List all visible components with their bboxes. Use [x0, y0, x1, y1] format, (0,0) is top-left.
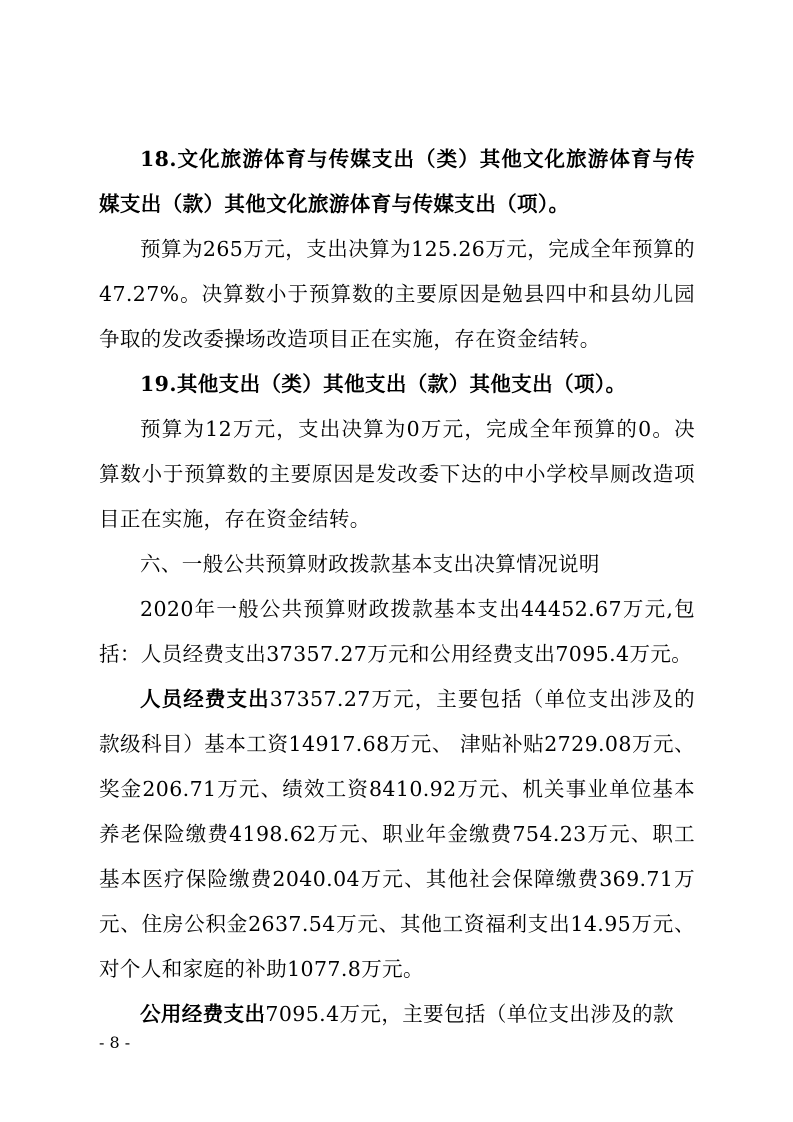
public-expense-label: 公用经费支出 [140, 1002, 266, 1026]
personnel-expense-label: 人员经费支出 [140, 687, 270, 711]
public-expense-paragraph [99, 992, 695, 1037]
section-19-body: 预算为12万元，支出决算为0万元，完成全年预算的0。决算数小于预算数的主要原因是发改委下达的中小学校旱厕改造项目正在实施，存在资金结转。 [99, 417, 695, 531]
part-6-summary: 2020年一般公共预算财政拨款基本支出44452.67万元,包括：人员经费支出37357.27万元和公用经费支出7095.4万元。 [99, 597, 695, 666]
section-18-body: 预算为265万元，支出决算为125.26万元，完成全年预算的47.27%。决算数小于预算数的主要原因是勉县四中和县幼儿园争取的发改委操场改造项目正在实施，存在资金结转。 [99, 237, 695, 351]
section-19-heading: 19.其他支出（类）其他支出（款）其他支出（项）。 [140, 372, 627, 396]
personnel-expense-paragraph [99, 677, 695, 992]
page-content [99, 137, 695, 1037]
public-expense-text: 7095.4万元，主要包括（单位支出涉及的款 [265, 1002, 674, 1026]
personnel-expense-text: 37357.27万元，主要包括（单位支出涉及的款级科目）基本工资14917.68万元、 津贴补贴2729.08万元、奖金206.71万元、绩效工资8410.92万元、机关事业单位基本养老保险缴费4198.62万元、职业年金缴费754.23万元、职工基本医疗保险缴费2040.04万元、其他社会保障缴费369.71万元、住房公积金2637.54万元、其他工资福利支出14.95万元、对个人和家庭的补助1077.8万元。 [99, 687, 696, 981]
page-number: - 8 - [99, 1033, 131, 1052]
section-18-heading: 18.文化旅游体育与传媒支出（类）其他文化旅游体育与传媒支出（款）其他文化旅游体育与传媒支出（项）。 [99, 147, 695, 216]
part-6-title: 六、一般公共预算财政拨款基本支出决算情况说明 [140, 552, 600, 576]
